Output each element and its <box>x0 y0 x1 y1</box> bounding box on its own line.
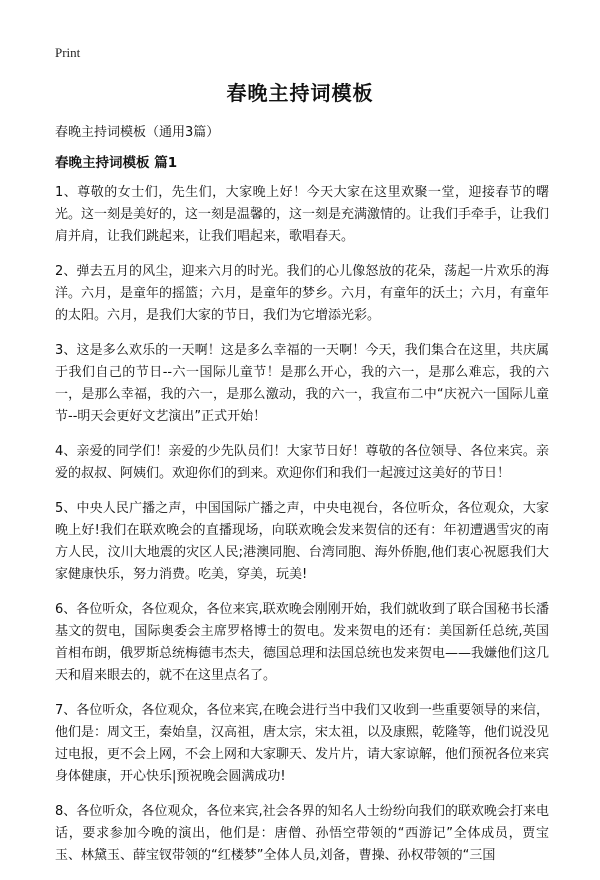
paragraph-1: 1、尊敬的女士们，先生们，大家晚上好！今天大家在这里欢聚一堂，迎接春节的曙光。这一刻是美好的，这一刻是温馨的，这一刻是充满激情的。让我们手牵手，让我们肩并肩，让我们跳起来，让我们唱起来，歌唱春天。 <box>55 185 550 244</box>
paragraph-3: 3、这是多么欢乐的一天啊！这是多么幸福的一天啊！今天，我们集合在这里，共庆属于我们自己的节日--六一国际儿童节！是那么开心，我的六一，是那么难忘，我的六一，是那么幸福，我的六一，是那么激动，我的六一，我宣布二中“庆祝六一国际儿童节--明天会更好文艺演出”正式开始！ <box>55 343 549 424</box>
paragraph-2: 2、弹去五月的风尘，迎来六月的时光。我们的心儿像怒放的花朵，荡起一片欢乐的海洋。六月，是童年的摇篮；六月，是童年的梦乡。六月，有童年的沃土；六月，有童年的太阳。六月，是我们大家的节日，我们为它增添光彩。 <box>55 264 550 323</box>
paragraph-4: 4、亲爱的同学们！亲爱的少先队员们！大家节日好！尊敬的各位领导、各位来宾。亲爱的叔叔、阿姨们。欢迎你们的到来。欢迎你们和我们一起渡过这美好的节日！ <box>55 444 549 481</box>
document-subtitle: 春晚主持词模板（通用3篇） <box>55 125 220 140</box>
paragraph-5: 5、中央人民广播之声，中国国际广播之声，中央电视台，各位听众，各位观众，大家晚上好!我们在联欢晚会的直播现场，向联欢晚会发来贺信的还有：年初遭遇雪灾的南方人民，汶川大地震的灾区人民;港澳同胞、台湾同胞、海外侨胞,他们衷心祝愿我们大家健康快乐，努力消费。吃美，穿美，玩美! <box>55 501 549 582</box>
paragraph-7: 7、各位听众，各位观众，各位来宾,在晚会进行当中我们又收到一些重要领导的来信，他们是：周文王，秦始皇，汉高祖，唐太宗，宋太祖，以及康熙，乾隆等，他们说没见过电报，更不会上网，不会上网和大家聊天、发片片，请大家谅解，他们预祝各位来宾身体健康，开心快乐|预祝晚会圆满成功! <box>55 703 550 784</box>
paragraph-6: 6、各位听众，各位观众，各位来宾,联欢晚会刚刚开始，我们就收到了联合国秘书长潘基文的贺电，国际奥委会主席罗格博士的贺电。发来贺电的还有：美国新任总统,英国首相布朗，俄罗斯总统梅德韦杰夫，德国总理和法国总统也发来贺电——我嫌他们这几天和眉来眼去的，就不在这里点名了。 <box>55 602 550 683</box>
section-heading: 春晚主持词模板 篇1 <box>55 155 178 171</box>
document-title: 春晚主持词模板 <box>226 81 374 105</box>
document-body <box>55 182 549 880</box>
print-label: Print <box>55 45 81 60</box>
paragraph-8: 8、各位听众，各位观众，各位来宾,社会各界的知名人士纷纷向我们的联欢晚会打来电话，要求参加今晚的演出，他们是：唐僧、孙悟空带领的“西游记”全体成员，贾宝玉、林黛玉、薛宝钗带领的“红楼梦”全体人员,刘备，曹操、孙权带领的“三国 <box>55 804 549 863</box>
